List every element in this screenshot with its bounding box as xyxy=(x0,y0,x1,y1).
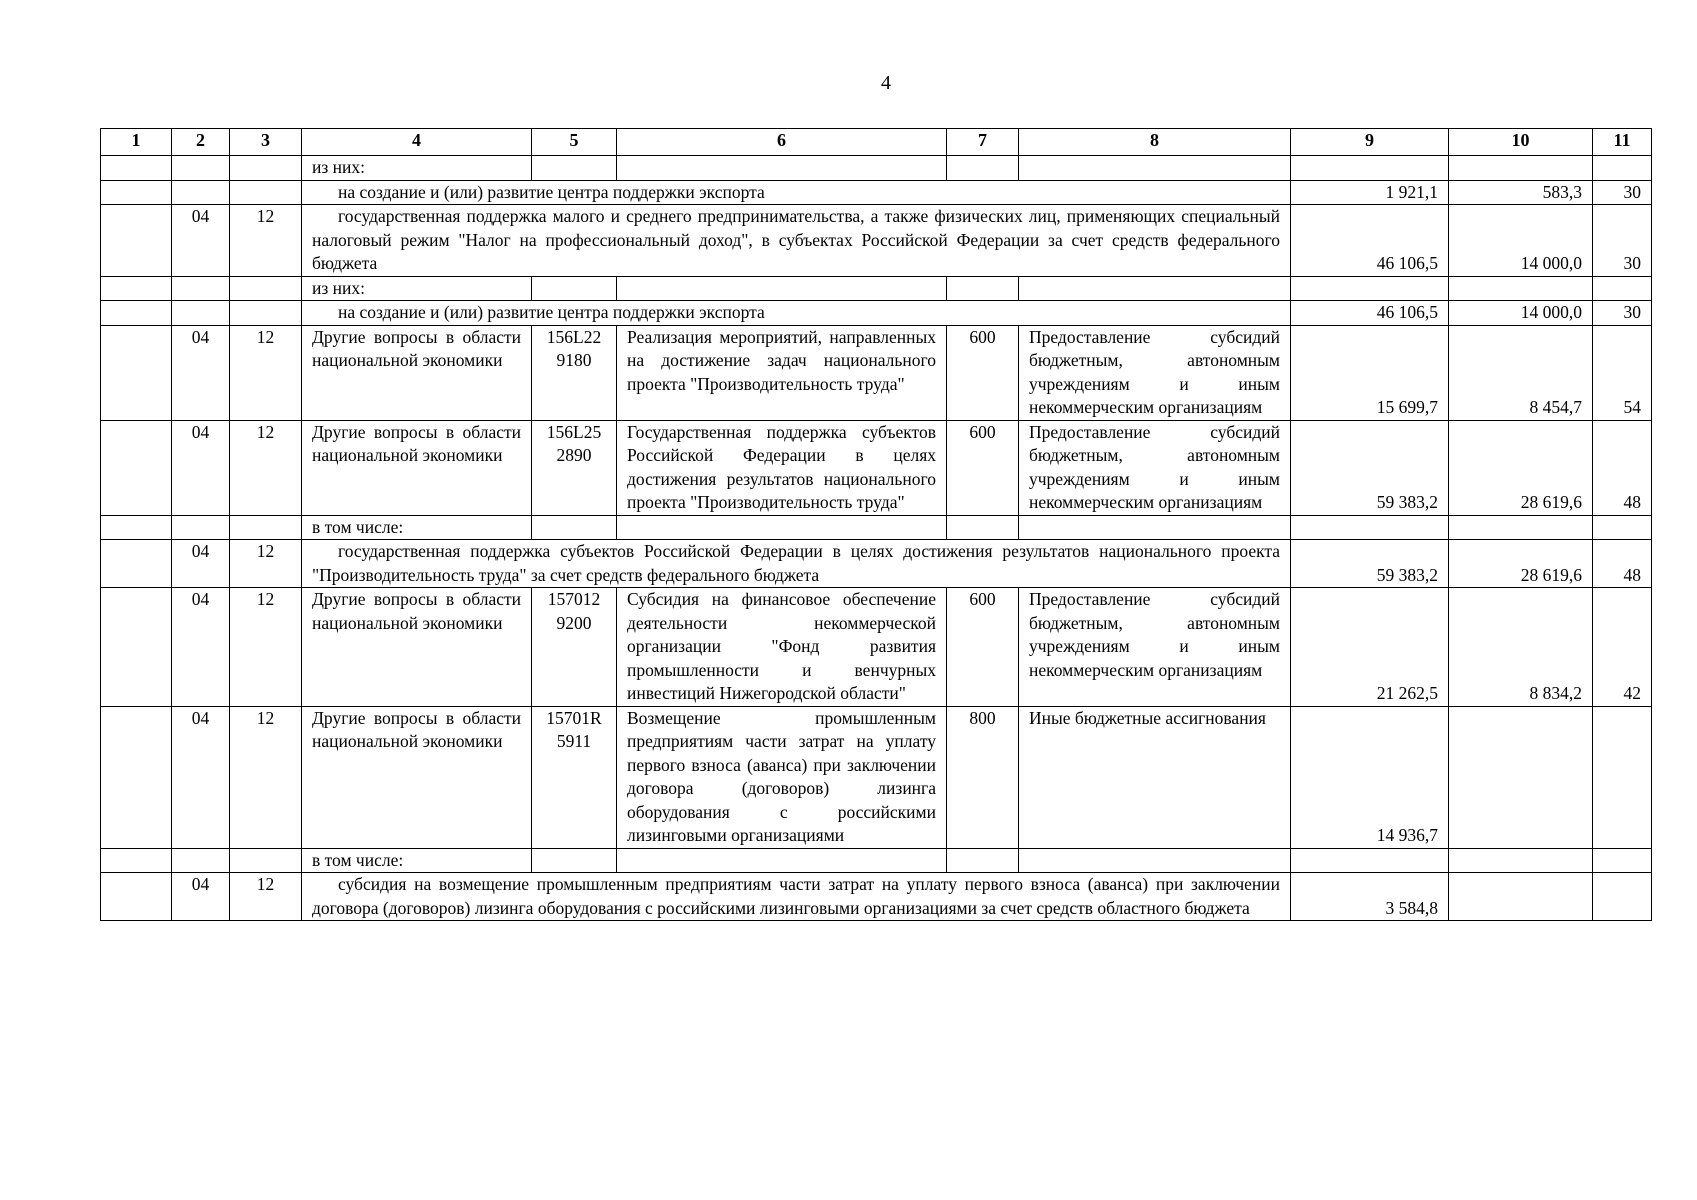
cell-empty xyxy=(1291,848,1449,873)
column-header-6: 6 xyxy=(617,129,947,156)
cell-empty xyxy=(532,848,617,873)
cell-empty xyxy=(532,276,617,301)
table-row xyxy=(101,156,1652,181)
subsection-code: 12 xyxy=(230,706,302,848)
sub-item-label: на создание и (или) развитие центра поддержки экспорта xyxy=(302,180,1291,205)
column-header-3: 3 xyxy=(230,129,302,156)
table-row xyxy=(101,180,1652,205)
table-body xyxy=(101,156,1652,921)
cell-empty xyxy=(172,276,230,301)
cell-empty xyxy=(617,848,947,873)
cell-empty xyxy=(101,301,172,326)
amount-col10: 14 000,0 xyxy=(1449,301,1593,326)
cell-empty xyxy=(101,325,172,420)
cell-empty xyxy=(101,848,172,873)
cell-empty xyxy=(947,848,1019,873)
amount-col9: 46 106,5 xyxy=(1291,301,1449,326)
cell-empty xyxy=(532,156,617,181)
cell-empty xyxy=(101,180,172,205)
cell-empty xyxy=(172,180,230,205)
section-code: 04 xyxy=(172,873,230,921)
table-row xyxy=(101,276,1652,301)
table-row xyxy=(101,205,1652,277)
expense-description: Реализация мероприятий, направленных на достижение задач национального проекта "Производительность труда" xyxy=(617,325,947,420)
cell-empty xyxy=(1449,156,1593,181)
page-number: 4 xyxy=(881,72,891,94)
cell-empty xyxy=(947,156,1019,181)
cell-empty xyxy=(101,540,172,588)
cell-empty xyxy=(172,156,230,181)
cell-empty xyxy=(1291,156,1449,181)
cell-empty xyxy=(230,515,302,540)
cell-empty xyxy=(230,276,302,301)
amount-col10 xyxy=(1449,706,1593,848)
amount-col10: 28 619,6 xyxy=(1449,540,1593,588)
section-name: Другие вопросы в области национальной экономики xyxy=(302,706,532,848)
target-article-code: 156L25 2890 xyxy=(532,420,617,515)
table-row xyxy=(101,588,1652,707)
section-name: Другие вопросы в области национальной экономики xyxy=(302,588,532,707)
budget-table-container xyxy=(100,128,1652,921)
cell-empty xyxy=(101,706,172,848)
percent-col11 xyxy=(1593,706,1652,848)
target-article-code: 157012 9200 xyxy=(532,588,617,707)
subsection-code: 12 xyxy=(230,325,302,420)
expense-type-name: Предоставление субсидий бюджетным, автономным учреждениям и иным некоммерческим организациям xyxy=(1019,420,1291,515)
cell-empty xyxy=(230,301,302,326)
header-row xyxy=(101,129,1652,156)
amount-col10: 28 619,6 xyxy=(1449,420,1593,515)
expense-type-code: 800 xyxy=(947,706,1019,848)
column-header-5: 5 xyxy=(532,129,617,156)
budget-table xyxy=(100,128,1652,921)
percent-col11: 48 xyxy=(1593,420,1652,515)
cell-empty xyxy=(230,156,302,181)
expense-type-name: Предоставление субсидий бюджетным, автономным учреждениям и иным некоммерческим организациям xyxy=(1019,325,1291,420)
section-code: 04 xyxy=(172,540,230,588)
note-label: из них: xyxy=(302,276,532,301)
note-label: в том числе: xyxy=(302,515,532,540)
amount-col10 xyxy=(1449,873,1593,921)
expense-type-name: Предоставление субсидий бюджетным, автономным учреждениям и иным некоммерческим организациям xyxy=(1019,588,1291,707)
subsection-code: 12 xyxy=(230,540,302,588)
percent-col11: 42 xyxy=(1593,588,1652,707)
cell-empty xyxy=(617,156,947,181)
target-article-code: 156L22 9180 xyxy=(532,325,617,420)
amount-col9: 14 936,7 xyxy=(1291,706,1449,848)
cell-empty xyxy=(230,848,302,873)
cell-empty xyxy=(101,205,172,277)
cell-empty xyxy=(1449,848,1593,873)
cell-empty xyxy=(172,848,230,873)
section-code: 04 xyxy=(172,420,230,515)
cell-empty xyxy=(101,276,172,301)
table-row xyxy=(101,540,1652,588)
cell-empty xyxy=(101,515,172,540)
cell-empty xyxy=(1019,848,1291,873)
expense-type-code: 600 xyxy=(947,325,1019,420)
cell-empty xyxy=(617,276,947,301)
section-code: 04 xyxy=(172,706,230,848)
cell-empty xyxy=(101,588,172,707)
cell-empty xyxy=(617,515,947,540)
table-row xyxy=(101,873,1652,921)
span-description: субсидия на возмещение промышленным предприятиям части затрат на уплату первого взноса (аванса) при заключении договора (договоров) лизинга оборудования с российскими лизинговыми организациями за счет средств областного бюджета xyxy=(302,873,1291,921)
note-label: из них: xyxy=(302,156,532,181)
amount-col9: 3 584,8 xyxy=(1291,873,1449,921)
cell-empty xyxy=(1449,276,1593,301)
sub-item-label: на создание и (или) развитие центра поддержки экспорта xyxy=(302,301,1291,326)
amount-col9: 59 383,2 xyxy=(1291,420,1449,515)
subsection-code: 12 xyxy=(230,873,302,921)
cell-empty xyxy=(172,515,230,540)
amount-col9: 15 699,7 xyxy=(1291,325,1449,420)
subsection-code: 12 xyxy=(230,588,302,707)
note-label: в том числе: xyxy=(302,848,532,873)
column-header-9: 9 xyxy=(1291,129,1449,156)
expense-description: Возмещение промышленным предприятиям части затрат на уплату первого взноса (аванса) при заключении договора (договоров) лизинга оборудования с российскими лизинговыми организациями xyxy=(617,706,947,848)
cell-empty xyxy=(1019,515,1291,540)
cell-empty xyxy=(947,276,1019,301)
percent-col11 xyxy=(1593,873,1652,921)
column-header-8: 8 xyxy=(1019,129,1291,156)
section-code: 04 xyxy=(172,325,230,420)
table-row xyxy=(101,420,1652,515)
cell-empty xyxy=(1593,156,1652,181)
cell-empty xyxy=(1449,515,1593,540)
subsection-code: 12 xyxy=(230,420,302,515)
table-row xyxy=(101,848,1652,873)
expense-type-code: 600 xyxy=(947,420,1019,515)
cell-empty xyxy=(532,515,617,540)
cell-empty xyxy=(1291,515,1449,540)
cell-empty xyxy=(101,420,172,515)
cell-empty xyxy=(1593,515,1652,540)
column-header-1: 1 xyxy=(101,129,172,156)
table-row xyxy=(101,706,1652,848)
percent-col11: 48 xyxy=(1593,540,1652,588)
target-article-code: 15701R 5911 xyxy=(532,706,617,848)
section-name: Другие вопросы в области национальной экономики xyxy=(302,420,532,515)
expense-description: Государственная поддержка субъектов Российской Федерации в целях достижения результатов национального проекта "Производительность труда" xyxy=(617,420,947,515)
amount-col10: 8 834,2 xyxy=(1449,588,1593,707)
percent-col11: 30 xyxy=(1593,180,1652,205)
table-row xyxy=(101,515,1652,540)
column-header-2: 2 xyxy=(172,129,230,156)
section-code: 04 xyxy=(172,205,230,277)
subsection-code: 12 xyxy=(230,205,302,277)
cell-empty xyxy=(230,180,302,205)
expense-type-name: Иные бюджетные ассигнования xyxy=(1019,706,1291,848)
cell-empty xyxy=(1593,848,1652,873)
percent-col11: 30 xyxy=(1593,301,1652,326)
column-header-11: 11 xyxy=(1593,129,1652,156)
percent-col11: 30 xyxy=(1593,205,1652,277)
column-header-7: 7 xyxy=(947,129,1019,156)
table-row xyxy=(101,325,1652,420)
amount-col10: 8 454,7 xyxy=(1449,325,1593,420)
cell-empty xyxy=(1291,276,1449,301)
amount-col9: 59 383,2 xyxy=(1291,540,1449,588)
table-row xyxy=(101,301,1652,326)
section-name: Другие вопросы в области национальной экономики xyxy=(302,325,532,420)
cell-empty xyxy=(101,873,172,921)
span-description: государственная поддержка субъектов Российской Федерации в целях достижения результатов национального проекта "Производительность труда" за счет средств федерального бюджета xyxy=(302,540,1291,588)
cell-empty xyxy=(1019,276,1291,301)
column-header-10: 10 xyxy=(1449,129,1593,156)
amount-col10: 14 000,0 xyxy=(1449,205,1593,277)
expense-description: Субсидия на финансовое обеспечение деятельности некоммерческой организации "Фонд развития промышленности и венчурных инвестиций Нижегородской области" xyxy=(617,588,947,707)
column-header-4: 4 xyxy=(302,129,532,156)
span-description: государственная поддержка малого и среднего предпринимательства, а также физических лиц, применяющих специальный налоговый режим "Налог на профессиональный доход", в субъектах Российской Федерации за счет средств федерального бюджета xyxy=(302,205,1291,277)
section-code: 04 xyxy=(172,588,230,707)
expense-type-code: 600 xyxy=(947,588,1019,707)
amount-col9: 21 262,5 xyxy=(1291,588,1449,707)
cell-empty xyxy=(1593,276,1652,301)
cell-empty xyxy=(101,156,172,181)
cell-empty xyxy=(1019,156,1291,181)
amount-col10: 583,3 xyxy=(1449,180,1593,205)
amount-col9: 46 106,5 xyxy=(1291,205,1449,277)
cell-empty xyxy=(172,301,230,326)
cell-empty xyxy=(947,515,1019,540)
amount-col9: 1 921,1 xyxy=(1291,180,1449,205)
percent-col11: 54 xyxy=(1593,325,1652,420)
